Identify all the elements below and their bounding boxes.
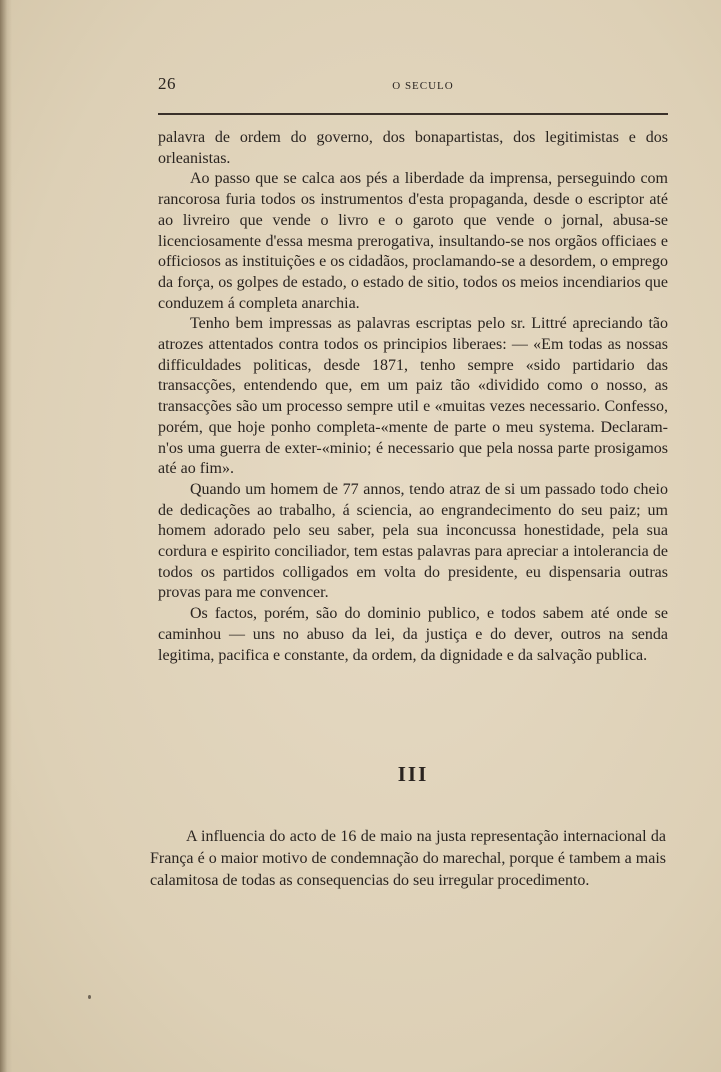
body-text [158,128,668,666]
paper-speck [88,995,91,999]
page-header [158,74,668,98]
paragraph: Os factos, porém, são do dominio publico, e todos sabem até onde se caminhou — uns no abuso da lei, da justiça e do dever, outros na senda legitima, pacifica e constante, da ordem, da dignidade e da salvação publica. [158,605,668,664]
paragraph: A influencia do acto de 16 de maio na justa representação internacional da França é o maior motivo de condemnação do marechal, porque é tambem a mais calamitosa de todas as consequencias do seu irregular procedimento. [150,828,666,889]
section-text [150,826,666,892]
paragraph: Ao passo que se calca aos pés a liberdade da imprensa, perseguindo com rancorosa furia todos os instrumentos d'esta propaganda, desde o escriptor até ao livreiro que vende o livro e o garoto que vende o jornal, abusa-se licenciosamente d'essa mesma prerogativa, insultando-se nos orgãos officiaes e officiosos as instituições e os cidadãos, proclamando-se a desordem, o emprego da força, os golpes de estado, o estado de sitio, todos os meios incendiarios que conduzem á completa anarchia. [158,170,668,312]
page-number: 26 [158,74,176,93]
section-number: III [397,762,429,786]
header-rule [158,113,668,115]
paragraph: Quando um homem de 77 annos, tendo atraz de si um passado todo cheio de dedicações ao trabalho, á sciencia, ao engrandecimento do seu paiz; um homem adorado pelo seu saber, pela sua inconcussa honestidade, pela sua cordura e espirito conciliador, tem estas palavras para apreciar a intolerancia de todos os partidos colligados em volta do presidente, eu dispensaria outras provas para me convencer. [158,480,668,602]
book-spine-shadow [0,0,12,1072]
paragraph: palavra de ordem do governo, dos bonapartistas, dos legitimistas e dos orleanistas. [158,129,668,167]
running-head: O SECULO [392,80,454,92]
paragraph: Tenho bem impressas as palavras escriptas pelo sr. Littré apreciando tão atrozes attentados contra todos os principios liberaes: — «Em todas as nossas difficuldades politicas, desde 1871, tenho sempre «sido partidario das transacções, entendendo que, em um paiz tão «dividido como o nosso, as transacções são um processo sempre util e «muitas vezes necessario. Confesso, porém, que hoje ponho completa-«mente de parte o meu systema. Declaram-n'os uma guerra de exter-«minio; é necessario que pela nossa parte prosigamos até ao fim». [158,315,668,478]
